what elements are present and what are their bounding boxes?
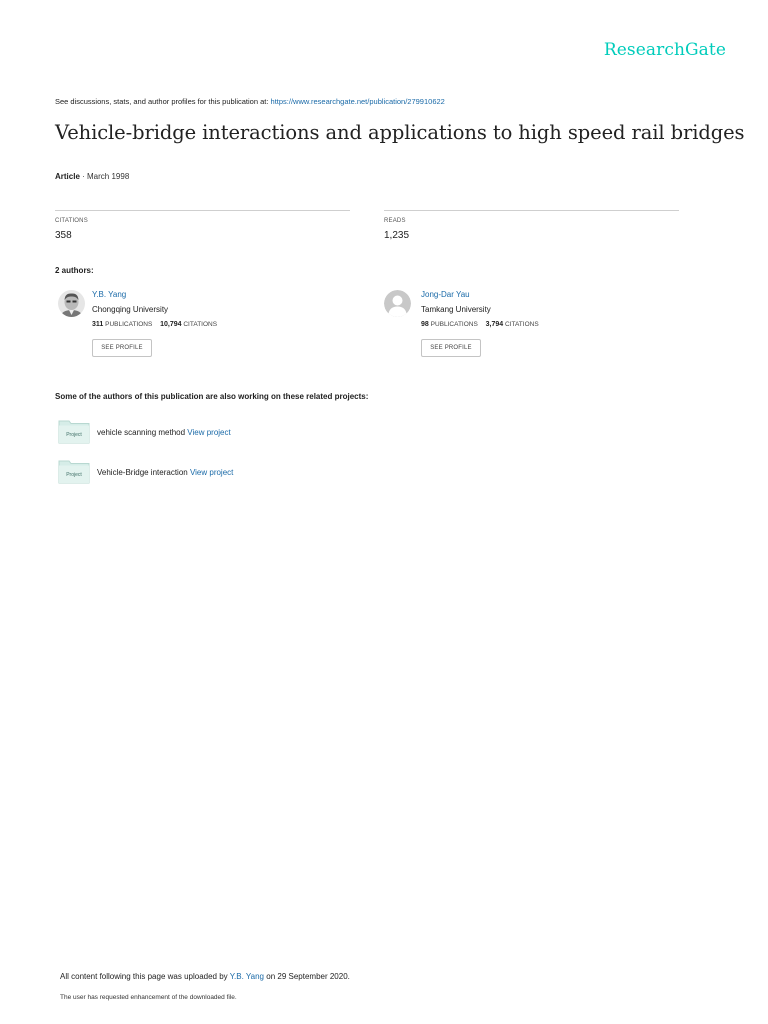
- see-profile-button[interactable]: SEE PROFILE: [421, 339, 481, 357]
- authors-heading: 2 authors:: [55, 266, 94, 275]
- project-icon-label: Project: [66, 432, 82, 438]
- project-name: vehicle scanning method: [97, 428, 186, 437]
- discussions-prefix: See discussions, stats, and author profiles for this publication at:: [55, 97, 269, 106]
- author-citations-count: 3,794: [485, 321, 504, 328]
- author-avatar-photo[interactable]: [58, 290, 85, 317]
- author-institution: Chongqing University: [92, 305, 169, 314]
- upload-notice: [60, 972, 350, 981]
- publication-url-link[interactable]: https://www.researchgate.net/publication/279910622: [270, 97, 445, 106]
- upload-suffix: on 29 September 2020.: [266, 972, 350, 981]
- project-folder-icon: [58, 458, 90, 484]
- citations-divider: [55, 210, 350, 211]
- reads-label: READS: [384, 218, 406, 224]
- reads-divider: [384, 210, 679, 211]
- researchgate-logo[interactable]: ResearchGate: [603, 40, 726, 60]
- project-item: [97, 468, 233, 477]
- publication-title: Vehicle-bridge interactions and applications to high speed rail bridges: [55, 121, 745, 144]
- article-meta: [55, 172, 129, 181]
- project-icon-label: Project: [66, 472, 82, 478]
- meta-separator: ·: [79, 172, 88, 181]
- author-name-link[interactable]: Jong-Dar Yau: [421, 290, 470, 299]
- discussions-line: [55, 97, 445, 106]
- project-folder-icon: [58, 418, 90, 444]
- author-stats: [421, 321, 539, 328]
- author-publications-label: PUBLICATIONS: [430, 321, 478, 328]
- citations-value: 358: [55, 230, 72, 241]
- article-date: March 1998: [87, 172, 130, 181]
- author-citations-label: CITATIONS: [504, 321, 539, 328]
- author-publications-count: 98: [421, 321, 429, 328]
- author-institution: Tamkang University: [421, 305, 491, 314]
- author-stats: [92, 321, 217, 328]
- author-publications-label: PUBLICATIONS: [105, 321, 153, 328]
- project-name: Vehicle-Bridge interaction: [97, 468, 188, 477]
- reads-value: 1,235: [384, 230, 410, 241]
- enhancement-note: The user has requested enhancement of the downloaded file.: [60, 994, 237, 1001]
- author-publications-count: 311: [92, 321, 104, 328]
- author-citations-label: CITATIONS: [183, 321, 218, 328]
- default-user-icon[interactable]: [384, 290, 411, 317]
- author-citations-count: 10,794: [160, 321, 182, 328]
- view-project-link[interactable]: View project: [187, 428, 231, 437]
- citations-label: CITATIONS: [55, 218, 88, 224]
- see-profile-button[interactable]: SEE PROFILE: [92, 339, 152, 357]
- project-item: [97, 428, 231, 437]
- article-type: Article: [55, 172, 80, 181]
- related-projects-heading: Some of the authors of this publication are also working on these related projects:: [55, 392, 369, 401]
- author-name-link[interactable]: Y.B. Yang: [92, 290, 127, 299]
- view-project-link[interactable]: View project: [189, 468, 234, 477]
- upload-prefix: All content following this page was uploaded by: [60, 972, 228, 981]
- uploader-link[interactable]: Y.B. Yang: [229, 972, 265, 981]
